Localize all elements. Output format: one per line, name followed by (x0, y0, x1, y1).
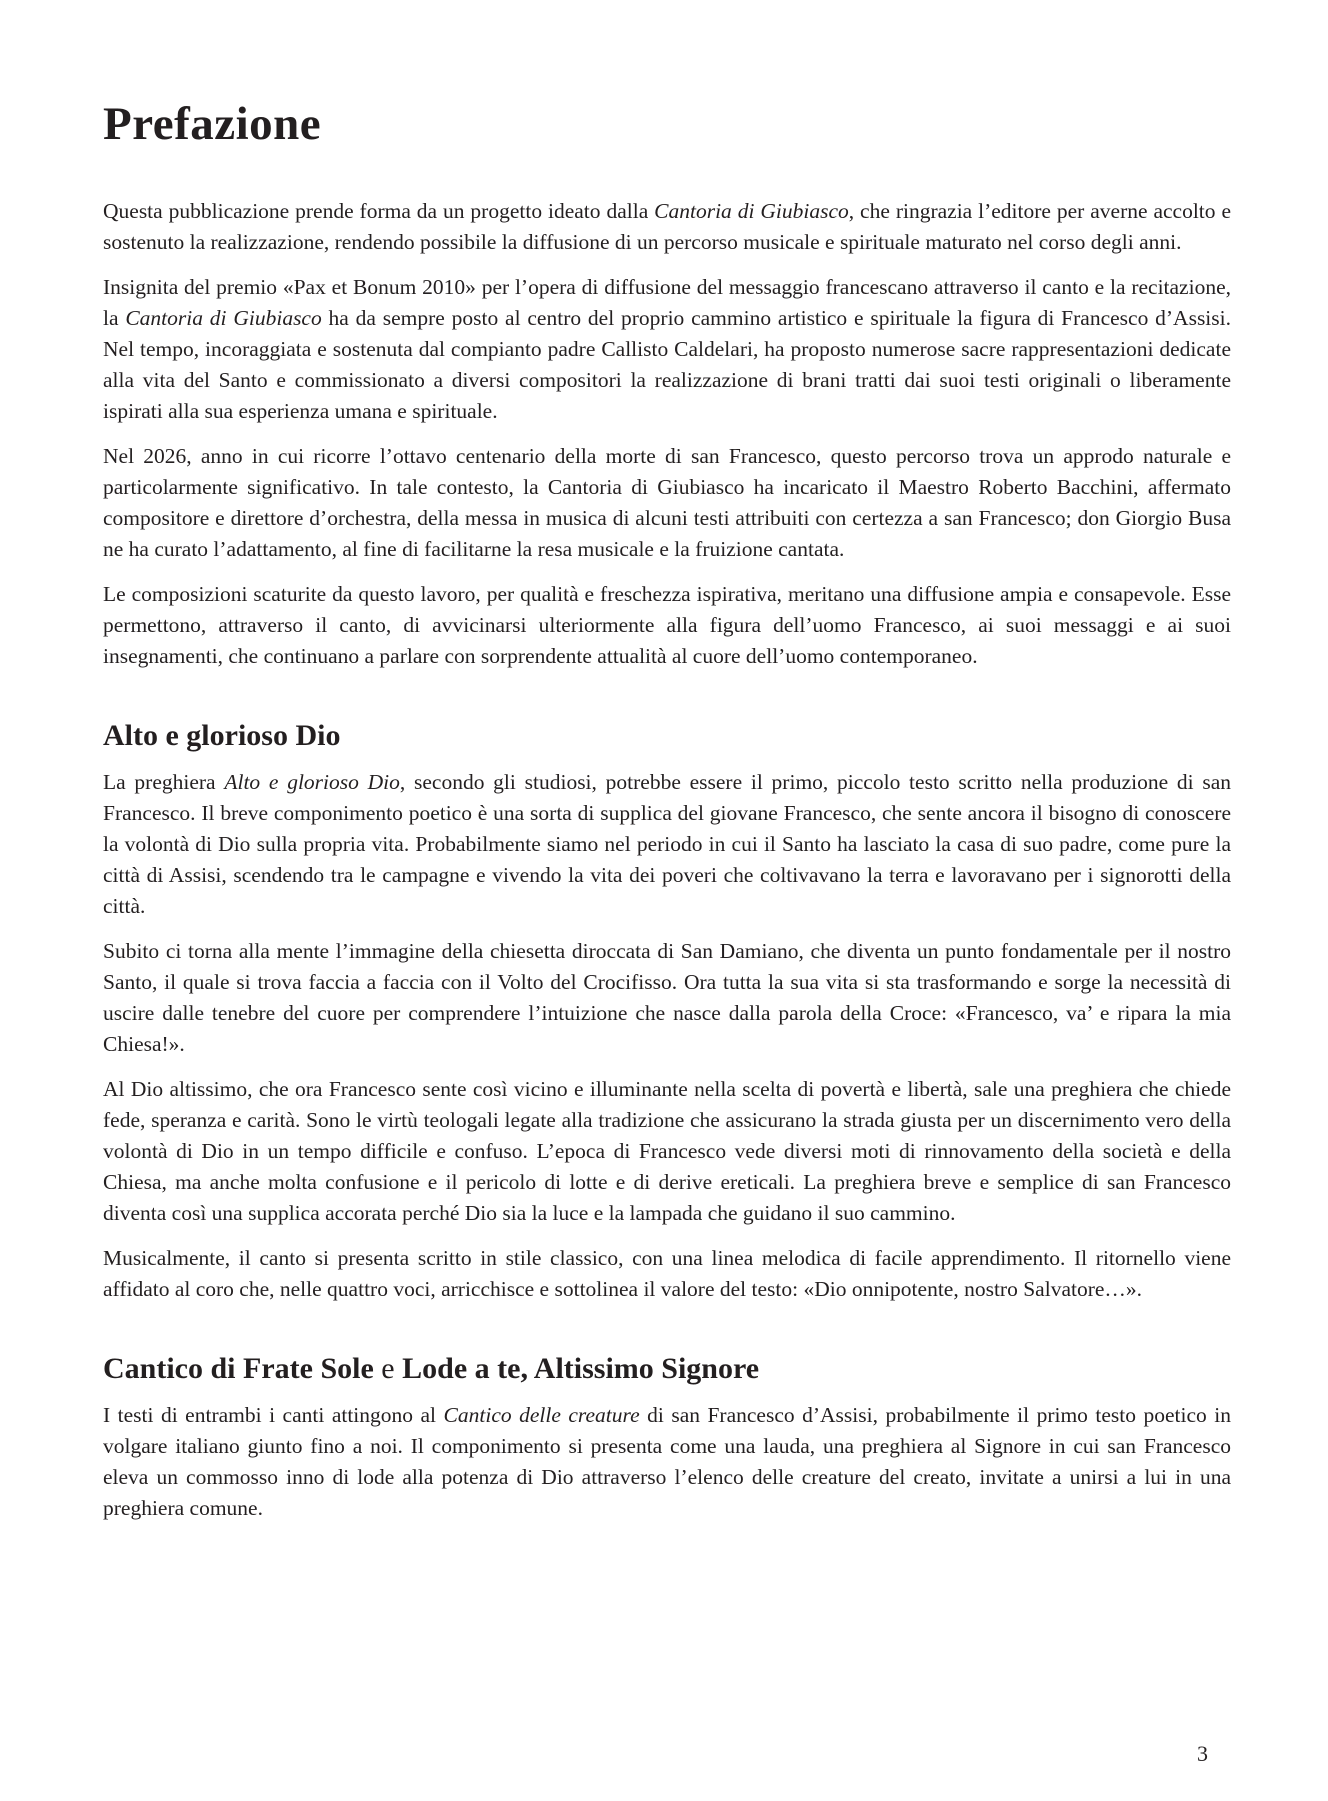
section-heading-cantico-e-lode (103, 1351, 1231, 1387)
text-segment: Le composizioni scaturite da questo lavoro, per qualità e freschezza ispirativa, meritano una diffusione ampia e consapevole. Esse permettono, attraverso il canto, di avvicinarsi ulteriormente alla figura dell’uomo Francesco, ai suoi messaggi e ai suoi insegnamenti, che continuano a parlare con sorprendente attualità al cuore dell’uomo contemporaneo. (103, 582, 1231, 668)
page-content (103, 0, 1231, 1538)
italic-text-segment: Cantico delle creature (443, 1403, 640, 1427)
intro-paragraph-2 (103, 272, 1231, 427)
intro-paragraph-4 (103, 579, 1231, 672)
text-segment: La preghiera (103, 770, 225, 794)
text-segment: Subito ci torna alla mente l’immagine della chiesetta diroccata di San Damiano, che diventa un punto fondamentale per il nostro Santo, il quale si trova faccia a faccia con il Volto del Crocifisso. Ora tutta la sua vita si sta trasformando e sorge la necessità di uscire dalle tenebre del cuore per comprendere l’intuizione che nasce dalla parola della Croce: «Francesco, va’ e ripara la mia Chiesa!». (103, 939, 1231, 1056)
italic-text-segment: Alto e glorioso Dio (224, 770, 400, 794)
text-segment: Musicalmente, il canto si presenta scritto in stile classico, con una linea melodica di facile apprendimento. Il ritornello viene affidato al coro che, nelle quattro voci, arricchisce e sottolinea il valore del testo: «Dio onnipotente, nostro Salvatore…». (103, 1246, 1231, 1301)
alto-paragraph-2 (103, 936, 1231, 1060)
text-segment: I testi di entrambi i canti attingono al (103, 1403, 444, 1427)
text-segment: Questa pubblicazione prende forma da un progetto ideato dalla (103, 199, 655, 223)
alto-paragraph-4 (103, 1243, 1231, 1305)
text-segment: Insignita del premio «Pax et Bonum 2010» per l’opera di diffusione del messaggio francescano attraverso il canto e la recitazione, la (103, 275, 1231, 330)
text-segment: Al Dio altissimo, che ora Francesco sente così vicino e illuminante nella scelta di povertà e libertà, sale una preghiera che chiede fede, speranza e carità. Sono le virtù teologali legate alla tradizione che assicurano la strada giusta per un discernimento vero della volontà di Dio in un tempo difficile e confuso. L’epoca di Francesco vede diversi moti di rinnovamento della società e della Chiesa, ma anche molta confusione e il pericolo di lotte e di derive ereticali. La preghiera breve e semplice di san Francesco diventa così una supplica accorata perché Dio sia la luce e la lampada che guidano il suo cammino. (103, 1077, 1231, 1225)
cantico-paragraph-1 (103, 1400, 1231, 1524)
alto-paragraph-3 (103, 1074, 1231, 1229)
text-segment: ha da sempre posto al centro del proprio cammino artistico e spirituale la figura di Francesco d’Assisi. Nel tempo, incoraggiata e sostenuta dal compianto padre Callisto Caldelari, ha proposto numerose sacre rappresentazioni dedicate alla vita del Santo e commissionato a diversi compositori la realizzazione di brani tratti dai suoi testi originali o liberamente ispirati alla sua esperienza umana e spirituale. (103, 306, 1231, 423)
italic-text-segment: Cantoria di Giubiasco (654, 199, 849, 223)
page-number: 3 (1197, 1741, 1208, 1766)
section-heading-alto-e-glorioso-dio: Alto e glorioso Dio (103, 719, 341, 752)
text-segment: , secondo gli studiosi, potrebbe essere il primo, piccolo testo scritto nella produzione di san Francesco. Il breve componimento poetico è una sorta di supplica del giovane Francesco, che sente ancora il bisogno di conoscere la volontà di Dio sulla propria vita. Probabilmente siamo nel periodo in cui il Santo ha lasciato la casa di suo padre, come pure la città di Assisi, scendendo tra le campagne e vivendo la vita dei poveri che coltivavano la terra e lavoravano per i signorotti della città. (103, 770, 1231, 918)
text-segment: di san Francesco d’Assisi, probabilmente il primo testo poetico in volgare italiano giunto fino a noi. Il componimento si presenta come una lauda, una preghiera al Signore in cui san Francesco eleva un commosso inno di lode alla potenza di Dio attraverso l’elenco delle creature del creato, invitate a unirsi a lui in una preghiera comune. (103, 1403, 1232, 1520)
page-title: Prefazione (103, 98, 322, 150)
alto-paragraph-1 (103, 767, 1231, 922)
regular-weight-segment: e (373, 1352, 403, 1385)
intro-paragraph-1 (103, 196, 1231, 258)
italic-text-segment: Cantoria di Giubiasco (125, 306, 322, 330)
text-segment: Nel 2026, anno in cui ricorre l’ottavo centenario della morte di san Francesco, questo percorso trova un approdo naturale e particolarmente significativo. In tale contesto, la Cantoria di Giubiasco ha incaricato il Maestro Roberto Bacchini, affermato compositore e direttore d’orchestra, della messa in musica di alcuni testi attribuiti con certezza a san Francesco; don Giorgio Busa ne ha curato l’adattamento, al fine di facilitarne la resa musicale e la fruizione cantata. (103, 444, 1231, 561)
text-segment: Cantico di Frate Sole (103, 1352, 374, 1385)
text-segment: Lode a te, Altissimo Signore (402, 1352, 760, 1385)
intro-paragraph-3 (103, 441, 1231, 565)
text-segment: , che ringrazia l’editore per averne accolto e sostenuto la realizzazione, rendendo possibile la diffusione di un percorso musicale e spirituale maturato nel corso degli anni. (103, 199, 1231, 254)
